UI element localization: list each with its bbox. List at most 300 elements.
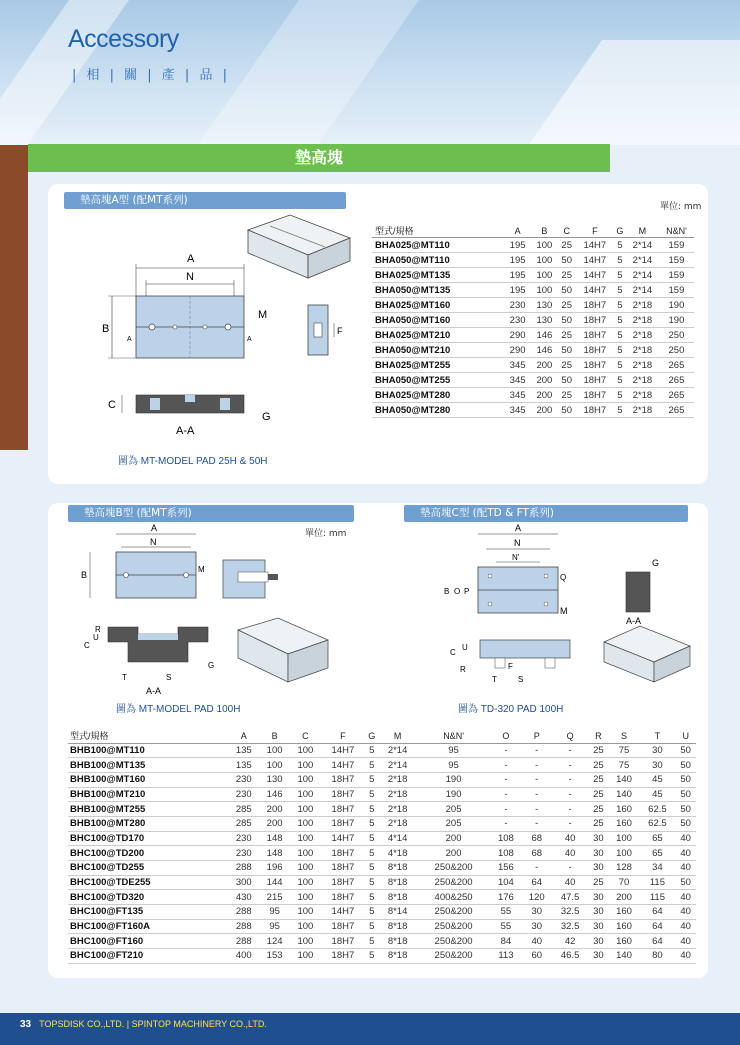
table-cell: 146 (531, 343, 558, 358)
model-cell: BHC100@FT160 (68, 934, 228, 949)
table-cell: 100 (531, 238, 558, 253)
table-cell: 40 (675, 905, 696, 920)
table-cell: 288 (228, 934, 259, 949)
table-row (68, 919, 696, 934)
column-header: P (521, 729, 552, 743)
side-view-a (308, 305, 343, 355)
table-cell: 5 (365, 846, 379, 861)
table-cell: 25 (588, 758, 609, 773)
table-row (372, 343, 694, 358)
table-cell: 2*18 (379, 787, 417, 802)
table-cell: 32.5 (552, 919, 588, 934)
table-cell: 45 (639, 787, 675, 802)
table-cell: 200 (417, 846, 491, 861)
table-cell: 250&200 (417, 934, 491, 949)
header-title: Accessory (68, 25, 179, 53)
table-cell: - (552, 758, 588, 773)
dim-c-p-label: P (464, 587, 470, 596)
table-cell: 40 (675, 934, 696, 949)
table-cell: - (552, 861, 588, 876)
table-row (68, 772, 696, 787)
table-cell: 288 (228, 919, 259, 934)
table-cell: 5 (614, 238, 626, 253)
table-row (372, 268, 694, 283)
table-row (68, 934, 696, 949)
table-cell: 2*14 (626, 268, 659, 283)
isometric-view-a (248, 215, 350, 278)
model-cell: BHA025@MT280 (372, 388, 504, 403)
table-cell: 18H7 (321, 949, 365, 964)
dim-b-r-label: R (95, 625, 101, 634)
drawing-type-c (440, 522, 700, 697)
column-header: B (259, 729, 290, 743)
table-cell: 5 (614, 373, 626, 388)
table-cell: - (521, 861, 552, 876)
table-cell: 5 (365, 787, 379, 802)
table-row (68, 905, 696, 920)
table-cell: 160 (609, 934, 640, 949)
table-cell: 215 (259, 890, 290, 905)
spec-table-a (372, 224, 694, 418)
table-bc-header (68, 729, 696, 743)
model-cell: BHC100@FT135 (68, 905, 228, 920)
model-cell: BHC100@TD255 (68, 861, 228, 876)
table-cell: 250&200 (417, 905, 491, 920)
column-header: F (576, 224, 614, 238)
table-bc-body (68, 743, 696, 963)
section-aa-c (626, 558, 659, 626)
table-cell: 146 (531, 328, 558, 343)
table-cell: 68 (521, 846, 552, 861)
table-cell: 8*14 (379, 905, 417, 920)
table-cell: 8*18 (379, 861, 417, 876)
section-mark-right: A (247, 336, 252, 343)
table-cell: 250&200 (417, 861, 491, 876)
caption-type-b (116, 700, 240, 715)
table-cell: 2*18 (379, 802, 417, 817)
table-cell: 30 (639, 758, 675, 773)
table-cell: 104 (491, 875, 522, 890)
table-cell: 288 (228, 861, 259, 876)
front-view-c (450, 640, 570, 684)
table-cell: 265 (659, 373, 694, 388)
table-cell: - (491, 802, 522, 817)
spec-table-bc (68, 729, 696, 964)
dim-b-b-label: B (81, 570, 88, 580)
table-cell: 95 (417, 758, 491, 773)
table-cell: 64 (639, 905, 675, 920)
table-cell: 124 (259, 934, 290, 949)
table-cell: 190 (659, 313, 694, 328)
table-cell: 230 (504, 313, 531, 328)
table-cell: - (552, 802, 588, 817)
table-cell: 18H7 (576, 343, 614, 358)
dim-c-r-label: R (460, 665, 466, 674)
table-cell: 8*18 (379, 890, 417, 905)
table-cell: 25 (588, 875, 609, 890)
table-cell: - (521, 758, 552, 773)
table-cell: 60 (521, 949, 552, 964)
dim-c-m-label: M (560, 606, 568, 616)
table-a-header (372, 224, 694, 238)
tab-type-b: 墊高塊B型 (配MT系列) (68, 505, 354, 522)
model-cell: BHA050@MT135 (372, 283, 504, 298)
table-cell: 25 (558, 298, 576, 313)
table-cell: 18H7 (321, 919, 365, 934)
table-cell: 5 (614, 298, 626, 313)
dim-b-g-label: G (208, 661, 215, 670)
footer-text (20, 1019, 267, 1030)
dim-c-n-label: N (514, 538, 521, 548)
model-cell: BHA025@MT110 (372, 238, 504, 253)
caption-type-c (458, 700, 563, 715)
table-cell: 40 (521, 934, 552, 949)
table-cell: 250 (659, 328, 694, 343)
table-cell: 5 (365, 919, 379, 934)
table-cell: 14H7 (321, 905, 365, 920)
model-cell: BHB100@MT110 (68, 743, 228, 758)
table-cell: 45 (639, 772, 675, 787)
table-cell: 40 (675, 831, 696, 846)
table-cell: 100 (290, 875, 321, 890)
table-cell: 5 (365, 905, 379, 920)
table-row (68, 861, 696, 876)
table-cell: - (521, 787, 552, 802)
top-view-b (81, 523, 205, 598)
table-row (372, 238, 694, 253)
table-cell: 160 (609, 919, 640, 934)
side-accent-bar (0, 145, 28, 450)
table-cell: - (521, 772, 552, 787)
table-cell: 2*18 (626, 313, 659, 328)
table-cell: 5 (365, 758, 379, 773)
table-cell: 100 (259, 743, 290, 758)
table-row (68, 875, 696, 890)
dim-c-t-label: T (492, 675, 497, 684)
table-cell: 18H7 (576, 328, 614, 343)
table-cell: 300 (228, 875, 259, 890)
table-cell: 128 (609, 861, 640, 876)
table-cell: 30 (588, 861, 609, 876)
column-header: S (609, 729, 640, 743)
table-cell: 115 (639, 890, 675, 905)
model-cell: BHB100@MT280 (68, 816, 228, 831)
column-header: C (558, 224, 576, 238)
model-cell: BHA050@MT255 (372, 373, 504, 388)
table-cell: 84 (491, 934, 522, 949)
table-cell: - (552, 816, 588, 831)
table-cell: 25 (588, 787, 609, 802)
table-cell: 5 (614, 328, 626, 343)
table-cell: 200 (531, 388, 558, 403)
dim-b-m-label: M (198, 565, 205, 574)
table-cell: 200 (417, 831, 491, 846)
table-cell: - (552, 772, 588, 787)
caption-text-a: 圖為 MT-MODEL PAD 25H & 50H (118, 456, 268, 467)
table-cell: 5 (614, 403, 626, 418)
table-cell: 5 (365, 743, 379, 758)
table-cell: 62.5 (639, 816, 675, 831)
table-cell: 4*18 (379, 846, 417, 861)
table-cell: 100 (290, 758, 321, 773)
table-cell: - (521, 802, 552, 817)
table-cell: 140 (609, 787, 640, 802)
table-cell: 200 (259, 802, 290, 817)
table-cell: 100 (290, 890, 321, 905)
drawing-type-a (90, 210, 355, 445)
table-cell: 2*18 (626, 328, 659, 343)
table-cell: 18H7 (321, 934, 365, 949)
column-header: G (614, 224, 626, 238)
table-cell: 200 (609, 890, 640, 905)
table-cell: 345 (504, 373, 531, 388)
dim-a-label: A (187, 253, 195, 265)
dim-n-label: N (186, 271, 194, 283)
table-cell: 64 (639, 919, 675, 934)
isometric-view-c (604, 626, 690, 682)
table-cell: 196 (259, 861, 290, 876)
column-header: Q (552, 729, 588, 743)
table-cell: 5 (365, 772, 379, 787)
column-header: B (531, 224, 558, 238)
table-cell: 14H7 (321, 758, 365, 773)
table-cell: 146 (259, 787, 290, 802)
table-cell: 100 (531, 283, 558, 298)
column-header: O (491, 729, 522, 743)
top-view-a (102, 253, 267, 358)
table-cell: - (491, 758, 522, 773)
table-cell: - (521, 743, 552, 758)
section-aa-label: A-A (176, 425, 195, 437)
table-cell: 100 (290, 919, 321, 934)
column-header: N&N' (659, 224, 694, 238)
model-cell: BHC100@FT210 (68, 949, 228, 964)
table-cell: 400 (228, 949, 259, 964)
table-cell: 100 (531, 268, 558, 283)
dim-b-c-label: C (84, 641, 90, 650)
column-header: G (365, 729, 379, 743)
table-cell: 290 (504, 328, 531, 343)
table-cell: 40 (552, 875, 588, 890)
model-cell: BHB100@MT135 (68, 758, 228, 773)
table-cell: 30 (588, 919, 609, 934)
dim-c-g-label: G (652, 558, 660, 568)
table-cell: 108 (491, 846, 522, 861)
table-cell: 2*18 (626, 343, 659, 358)
table-cell: 108 (491, 831, 522, 846)
table-cell: 8*18 (379, 934, 417, 949)
table-cell: 46.5 (552, 949, 588, 964)
table-cell: - (491, 787, 522, 802)
caption-text-b: 圖為 MT-MODEL PAD 100H (116, 704, 241, 715)
section-mark-left: A (127, 336, 132, 343)
table-cell: 18H7 (321, 816, 365, 831)
isometric-view-b (238, 618, 328, 682)
table-cell: 205 (417, 816, 491, 831)
dim-c-a-label: A (515, 523, 522, 533)
table-cell: 5 (614, 388, 626, 403)
table-cell: 75 (609, 758, 640, 773)
model-cell: BHC100@TDE255 (68, 875, 228, 890)
dim-c-b-label: B (444, 587, 450, 596)
table-cell: 400&250 (417, 890, 491, 905)
table-cell: 345 (504, 403, 531, 418)
table-cell: 2*14 (626, 238, 659, 253)
table-cell: 50 (675, 787, 696, 802)
table-cell: 2*18 (626, 373, 659, 388)
table-cell: 14H7 (321, 743, 365, 758)
table-row (372, 388, 694, 403)
table-cell: 14H7 (576, 253, 614, 268)
table-cell: 25 (588, 772, 609, 787)
table-row (372, 403, 694, 418)
table-cell: 190 (417, 772, 491, 787)
dim-b-n-label: N (150, 537, 157, 547)
table-cell: 5 (614, 343, 626, 358)
table-cell: 25 (588, 816, 609, 831)
table-cell: 50 (675, 772, 696, 787)
model-cell: BHA025@MT135 (372, 268, 504, 283)
table-cell: - (491, 772, 522, 787)
table-cell: 345 (504, 358, 531, 373)
table-row (68, 816, 696, 831)
table-cell: 50 (558, 313, 576, 328)
dim-c-np-label: N' (512, 553, 520, 562)
table-cell: 18H7 (321, 846, 365, 861)
table-row (68, 949, 696, 964)
table-cell: 40 (675, 919, 696, 934)
table-cell: 50 (675, 802, 696, 817)
table-cell: 2*18 (379, 772, 417, 787)
dim-c-q-label: Q (560, 573, 567, 582)
table-cell: 250&200 (417, 919, 491, 934)
table-cell: 230 (228, 831, 259, 846)
table-cell: 14H7 (576, 268, 614, 283)
table-cell: 2*18 (379, 816, 417, 831)
table-row (68, 831, 696, 846)
table-cell: 65 (639, 831, 675, 846)
table-row (68, 802, 696, 817)
column-header: T (639, 729, 675, 743)
table-row (372, 358, 694, 373)
table-row (68, 890, 696, 905)
caption-type-a (118, 452, 267, 467)
column-header: 型式/規格 (372, 224, 504, 238)
table-cell: 230 (504, 298, 531, 313)
caption-text-c: 圖為 TD-320 PAD 100H (458, 704, 564, 715)
model-cell: BHC100@TD320 (68, 890, 228, 905)
table-cell: 176 (491, 890, 522, 905)
column-header: F (321, 729, 365, 743)
table-row (372, 283, 694, 298)
table-cell: 5 (365, 934, 379, 949)
table-cell: 288 (228, 905, 259, 920)
table-cell: 18H7 (321, 861, 365, 876)
table-cell: 18H7 (576, 313, 614, 328)
table-cell: 4*14 (379, 831, 417, 846)
model-cell: BHA025@MT255 (372, 358, 504, 373)
table-cell: 156 (491, 861, 522, 876)
table-cell: 50 (558, 403, 576, 418)
table-cell: 18H7 (576, 373, 614, 388)
table-cell: 30 (588, 905, 609, 920)
table-cell: 100 (259, 758, 290, 773)
table-cell: 32.5 (552, 905, 588, 920)
table-cell: 100 (290, 772, 321, 787)
table-cell: 18H7 (576, 388, 614, 403)
table-cell: 100 (290, 802, 321, 817)
model-cell: BHA050@MT210 (372, 343, 504, 358)
top-view-c (444, 523, 568, 616)
table-cell: 160 (609, 802, 640, 817)
dim-c-f-label: F (508, 662, 513, 671)
table-cell: 50 (558, 283, 576, 298)
table-cell: 95 (417, 743, 491, 758)
table-cell: - (552, 787, 588, 802)
dim-c-o-label: O (454, 587, 461, 596)
table-cell: 200 (531, 358, 558, 373)
table-cell: 95 (259, 919, 290, 934)
table-cell: 159 (659, 253, 694, 268)
table-cell: 50 (558, 373, 576, 388)
table-cell: 195 (504, 283, 531, 298)
table-cell: 25 (558, 388, 576, 403)
table-cell: 200 (531, 373, 558, 388)
table-cell: 120 (521, 890, 552, 905)
table-cell: 18H7 (321, 802, 365, 817)
table-row (68, 743, 696, 758)
table-cell: 2*18 (626, 403, 659, 418)
model-cell: BHA050@MT110 (372, 253, 504, 268)
table-cell: 100 (290, 949, 321, 964)
table-cell: 18H7 (576, 358, 614, 373)
table-cell: 5 (365, 802, 379, 817)
table-cell: 40 (675, 949, 696, 964)
table-cell: 55 (491, 919, 522, 934)
table-cell: 159 (659, 238, 694, 253)
table-cell: 18H7 (321, 875, 365, 890)
table-cell: 5 (365, 949, 379, 964)
dim-m-label: M (258, 309, 268, 321)
dim-b-a-label: A (151, 523, 158, 533)
table-cell: 30 (588, 934, 609, 949)
table-cell: 18H7 (321, 772, 365, 787)
table-cell: 47.5 (552, 890, 588, 905)
table-cell: - (491, 816, 522, 831)
table-cell: 70 (609, 875, 640, 890)
table-cell: 230 (228, 846, 259, 861)
table-cell: 195 (504, 253, 531, 268)
table-cell: 5 (614, 313, 626, 328)
table-cell: 2*18 (626, 358, 659, 373)
table-cell: 195 (504, 238, 531, 253)
table-cell: 80 (639, 949, 675, 964)
table-cell: 100 (290, 787, 321, 802)
table-cell: 55 (491, 905, 522, 920)
table-cell: 62.5 (639, 802, 675, 817)
table-cell: 200 (531, 403, 558, 418)
table-cell: 30 (588, 831, 609, 846)
table-cell: 50 (675, 743, 696, 758)
model-cell: BHA050@MT280 (372, 403, 504, 418)
table-cell: 250 (659, 343, 694, 358)
table-cell: 18H7 (321, 787, 365, 802)
model-cell: BHA025@MT160 (372, 298, 504, 313)
side-view-b (223, 560, 278, 598)
table-cell: 5 (365, 861, 379, 876)
table-cell: 18H7 (321, 890, 365, 905)
table-cell: 205 (417, 802, 491, 817)
